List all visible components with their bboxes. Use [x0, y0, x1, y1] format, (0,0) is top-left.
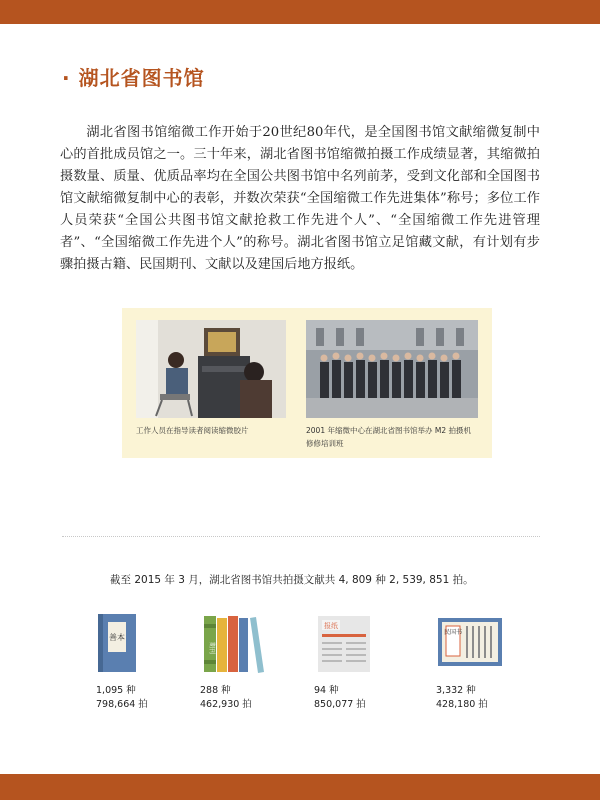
republic-book-icon [436, 612, 506, 674]
stat-item-newspapers [314, 612, 424, 712]
stat-frames: 462,930 拍 [200, 699, 252, 710]
bottom-accent-bar [0, 774, 600, 800]
top-accent-bar [0, 0, 600, 24]
stat-kinds: 1,095 种 [96, 685, 136, 696]
section-heading [62, 62, 205, 91]
photo-panel [122, 308, 492, 458]
stat-item-ancient-books [96, 612, 206, 712]
photo-reader-microfilm-image [136, 320, 286, 418]
ancient-book-icon [96, 612, 166, 674]
photo-training-group [306, 320, 478, 418]
heading-bullet: · [62, 66, 71, 90]
stat-kinds: 3,332 种 [436, 685, 476, 696]
stat-item-periodicals [200, 612, 310, 712]
ancient-book-icon-label: 善本 [109, 633, 125, 642]
photo-reader-microfilm [136, 320, 286, 418]
stat-item-republic-books [436, 612, 546, 712]
republic-book-icon-label: 民国书 [443, 629, 463, 636]
intro-paragraph: 湖北省图书馆缩微工作开始于20世纪80年代，是全国图书馆文献缩微复制中心的首批成员馆之一。三十年来，湖北省图书馆缩微拍摄工作成绩显著，其缩微拍摄数量、质量、优质品率均在全国公共图书馆中名列前茅，受到文化部和全国图书馆文献缩微复制中心的表彰，并数次荣获“全国缩微工作先进集体”称号；多位工作人员荣获“全国公共图书馆文献抢救工作先进个人”、“全国缩微工作先进管理者”、“全国缩微工作先进个人”的称号。湖北省图书馆立足馆藏文献，有计划有步骤拍摄古籍、民国期刊、文献以及建国后地方报纸。 [60, 125, 540, 272]
stat-frames: 850,077 拍 [314, 699, 366, 710]
photo-caption-1: 工作人员在指导读者阅读缩微胶片 [136, 426, 249, 435]
stats-summary: 截至 2015 年 3 月，湖北省图书馆共拍摄文献共 4, 809 种 2, 539, 851 拍。 [110, 574, 474, 586]
books-shelf-icon-label: 期刊 [208, 641, 215, 655]
dotted-divider [62, 536, 540, 537]
newspaper-icon-label: 报纸 [324, 622, 338, 630]
photo-training-group-image [306, 320, 478, 418]
stat-kinds: 288 种 [200, 685, 231, 696]
stat-frames: 798,664 拍 [96, 699, 148, 710]
photo-caption-2: 2001 年缩微中心在湖北省图书馆举办 M2 拍摄机修修培训班 [306, 426, 471, 448]
stat-kinds: 94 种 [314, 685, 339, 696]
stat-frames: 428,180 拍 [436, 699, 488, 710]
books-shelf-icon [200, 612, 270, 674]
newspaper-icon [314, 612, 384, 674]
heading-title: 湖北省图书馆 [78, 66, 205, 90]
